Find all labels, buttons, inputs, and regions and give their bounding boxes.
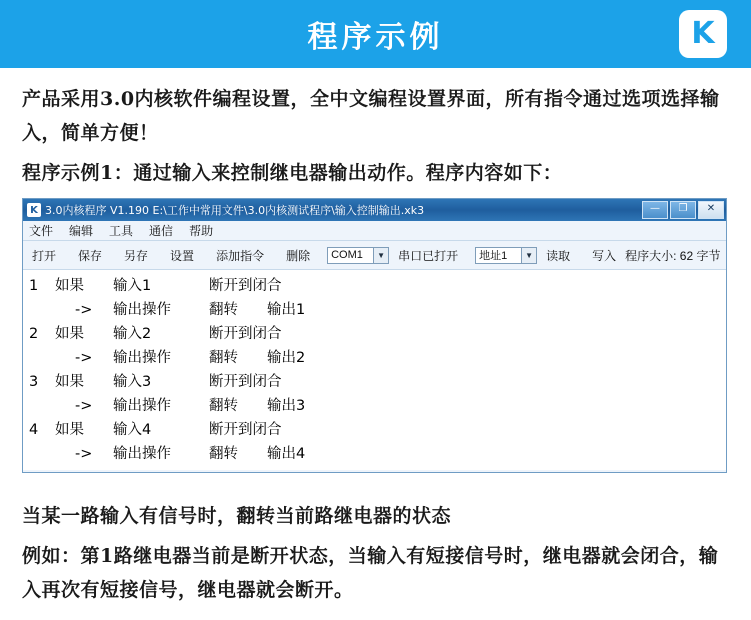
row-number: 2	[29, 326, 39, 342]
menu-item-communication[interactable]: 通信	[149, 224, 174, 238]
footer-paragraph-2: 例如：第1路继电器当前是断开状态，当输入有短接信号时，继电器就会闭合，输入再次有短接信号，继电器就会断开。	[22, 545, 719, 601]
toolbar-open-button[interactable]: 打开	[32, 248, 57, 263]
row-arrow: ->	[75, 446, 93, 462]
toolbar-read-button[interactable]: 读取	[546, 248, 571, 263]
app-toolbar	[23, 241, 726, 270]
com-port-select[interactable]	[327, 247, 389, 264]
intro-paragraph-1: 产品采用3.0内核软件编程设置，全中文编程设置界面，所有指令通过选项选择输入，简单方便！	[22, 88, 720, 144]
page-title: 程序示例	[307, 20, 444, 55]
program-subrow[interactable]	[23, 346, 726, 370]
menu-item-edit[interactable]: 编辑	[69, 224, 94, 238]
toolbar-save-button[interactable]: 保存	[78, 248, 103, 263]
footer-paragraph-1: 当某一路输入有信号时，翻转当前路继电器的状态	[22, 505, 452, 527]
address-value: 地址1	[479, 250, 508, 262]
row-input: 输入1	[113, 278, 152, 294]
row-mode: 翻转	[209, 302, 238, 318]
row-action: 断开到闭合	[209, 326, 282, 342]
row-arrow: ->	[75, 398, 93, 414]
toolbar-write-button[interactable]: 写入	[592, 248, 617, 263]
row-mode: 翻转	[209, 350, 238, 366]
toolbar-delete-button[interactable]: 删除	[286, 248, 311, 263]
app-window-title: 3.0内核程序 V1.190 E:\工作中常用文件\3.0内核测试程序\输入控制输出.xk3	[45, 204, 425, 217]
menu-item-file[interactable]: 文件	[29, 224, 54, 238]
app-menubar	[23, 221, 726, 241]
chevron-down-icon[interactable]: ▼	[373, 248, 388, 263]
row-number: 4	[29, 422, 39, 438]
address-select[interactable]	[475, 247, 537, 264]
program-subrow[interactable]	[23, 442, 726, 466]
minimize-button[interactable]: —	[642, 201, 668, 219]
row-operation: 输出操作	[113, 446, 171, 462]
program-row[interactable]	[23, 370, 726, 394]
chevron-down-icon[interactable]: ▼	[521, 248, 536, 263]
program-editor[interactable]	[23, 270, 726, 470]
window-controls	[642, 201, 724, 219]
row-condition: 如果	[55, 278, 84, 294]
brand-logo-icon	[679, 10, 727, 58]
row-target: 输出1	[267, 302, 306, 318]
footer-section	[0, 485, 751, 607]
row-action: 断开到闭合	[209, 278, 282, 294]
program-subrow[interactable]	[23, 394, 726, 418]
program-subrow[interactable]	[23, 298, 726, 322]
program-row[interactable]	[23, 322, 726, 346]
app-statusbar	[23, 470, 726, 472]
app-icon: K	[27, 203, 41, 217]
row-condition: 如果	[55, 374, 84, 390]
menu-item-tools[interactable]: 工具	[109, 224, 134, 238]
row-condition: 如果	[55, 326, 84, 342]
com-port-value: COM1	[331, 249, 363, 261]
row-number: 1	[29, 278, 39, 294]
row-target: 输出4	[267, 446, 306, 462]
row-arrow: ->	[75, 350, 93, 366]
row-number: 3	[29, 374, 39, 390]
maximize-button[interactable]: ❐	[670, 201, 696, 219]
intro-section	[0, 68, 751, 190]
toolbar-saveas-button[interactable]: 另存	[124, 248, 149, 263]
row-operation: 输出操作	[113, 398, 171, 414]
row-arrow: ->	[75, 302, 93, 318]
close-button[interactable]: ✕	[698, 201, 724, 219]
program-row[interactable]	[23, 418, 726, 442]
brand-logo-letter: K	[691, 16, 715, 51]
toolbar-settings-button[interactable]: 设置	[170, 248, 195, 263]
program-size-label: 程序大小: 62 字节	[625, 248, 721, 263]
row-operation: 输出操作	[113, 350, 171, 366]
row-condition: 如果	[55, 422, 84, 438]
toolbar-add-instruction-button[interactable]: 添加指令	[216, 248, 265, 263]
row-action: 断开到闭合	[209, 374, 282, 390]
app-titlebar	[23, 199, 726, 221]
page-banner	[0, 0, 751, 68]
row-action: 断开到闭合	[209, 422, 282, 438]
row-operation: 输出操作	[113, 302, 171, 318]
port-status-label: 串口已打开	[398, 248, 459, 263]
row-target: 输出2	[267, 350, 306, 366]
menu-item-help[interactable]: 帮助	[189, 224, 214, 238]
embedded-app-window	[22, 198, 727, 473]
row-input: 输入3	[113, 374, 152, 390]
intro-paragraph-2: 程序示例1：通过输入来控制继电器输出动作。程序内容如下：	[22, 162, 563, 184]
row-mode: 翻转	[209, 398, 238, 414]
program-row[interactable]	[23, 274, 726, 298]
row-input: 输入2	[113, 326, 152, 342]
row-target: 输出3	[267, 398, 306, 414]
row-mode: 翻转	[209, 446, 238, 462]
row-input: 输入4	[113, 422, 152, 438]
